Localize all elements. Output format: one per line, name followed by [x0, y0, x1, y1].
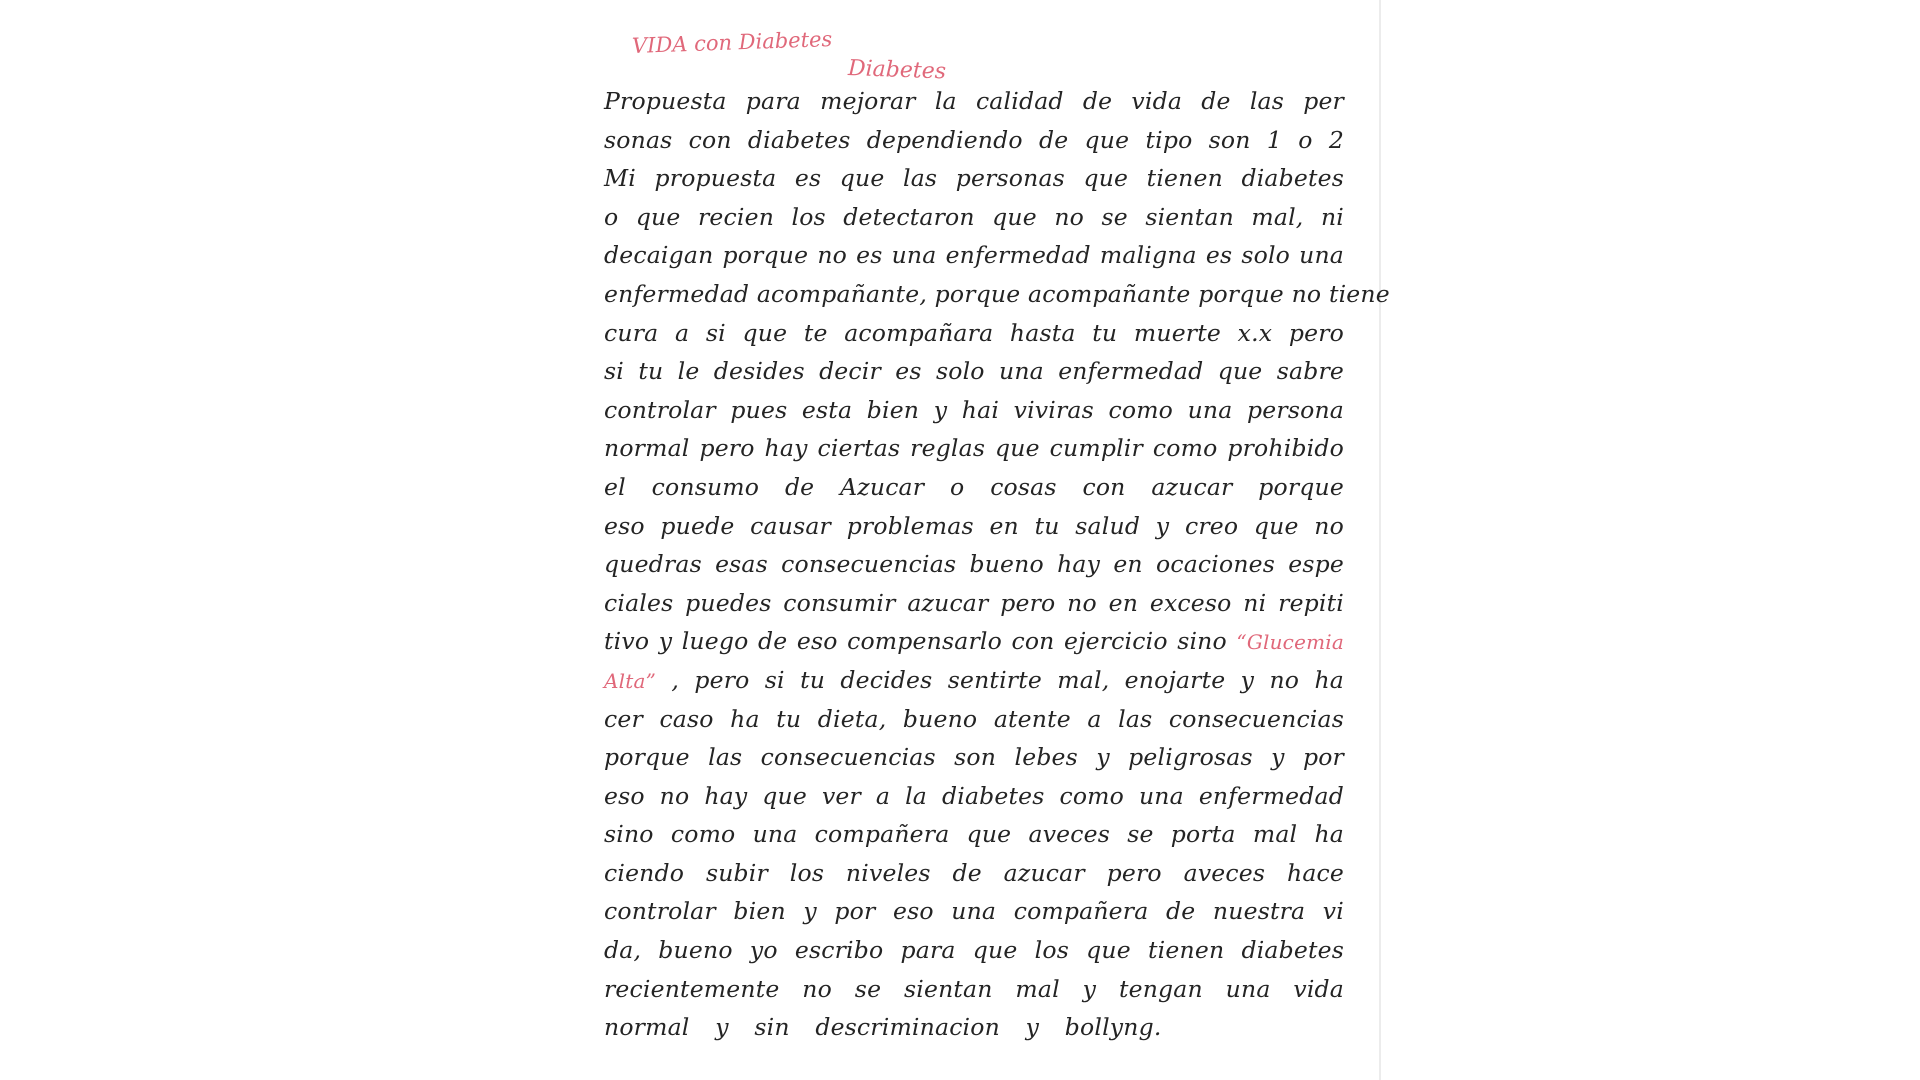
line-text: ciales puedes consumir azucar pero no en exceso ni repiti	[604, 588, 1344, 617]
text-line	[604, 198, 1344, 237]
line-text: ciendo subir los niveles de azucar pero aveces hace	[604, 858, 1344, 887]
line-text: cer caso ha tu dieta, bueno atente a las consecuencias	[604, 704, 1344, 733]
text-line	[604, 545, 1344, 584]
text-line	[604, 622, 1344, 661]
line-text: si tu le desides decir es solo una enfermedad que sabre	[604, 357, 1344, 386]
text-line	[604, 854, 1344, 893]
line-text: quedras esas consecuencias bueno hay en ocaciones espe	[604, 550, 1344, 579]
text-line	[604, 815, 1344, 854]
line-text: enfermedad acompañante, porque acompañante porque no tiene	[604, 279, 1390, 308]
text-line	[604, 892, 1344, 931]
line-text: decaigan porque no es una enfermedad maligna es solo una	[604, 241, 1344, 270]
line-text: , pero si tu decides sentirte mal, enojarte y no ha	[671, 665, 1345, 694]
text-line	[604, 931, 1344, 970]
text-line	[604, 468, 1344, 507]
line-text: sonas con diabetes dependiendo de que tipo son 1 o 2	[604, 125, 1344, 154]
line-text: sino como una compañera que aveces se porta mal ha	[604, 820, 1344, 849]
line-text: normal pero hay ciertas reglas que cumplir como prohibido	[604, 434, 1344, 463]
text-line	[604, 275, 1390, 314]
text-line	[604, 391, 1344, 430]
text-line	[604, 236, 1344, 275]
line-text: normal y sin descriminacion y bollyng.	[604, 1013, 1162, 1042]
paper-edge	[1379, 0, 1381, 1080]
red-annotation: Alta”	[604, 668, 657, 693]
handwritten-body	[604, 82, 1390, 1047]
text-line	[604, 82, 1344, 121]
header-title: VIDA con Diabetes	[631, 27, 833, 58]
line-text: o que recien los detectaron que no se sientan mal, ni	[604, 202, 1344, 231]
line-text: controlar pues esta bien y hai viviras como una persona	[604, 395, 1344, 424]
line-text: el consumo de Azucar o cosas con azucar porque	[604, 472, 1344, 501]
text-line	[604, 507, 1344, 546]
line-text: Mi propuesta es que las personas que tienen diabetes	[604, 164, 1344, 193]
text-line	[604, 429, 1344, 468]
line-text: Propuesta para mejorar la calidad de vida de las per	[604, 87, 1344, 115]
text-line	[604, 1008, 1344, 1047]
text-line	[604, 584, 1344, 623]
line-text: porque las consecuencias son lebes y peligrosas y por	[604, 743, 1344, 772]
line-text: recientemente no se sientan mal y tengan una vida	[604, 974, 1344, 1003]
text-line	[604, 738, 1344, 777]
line-text: tivo y luego de eso compensarlo con ejercicio sino	[604, 627, 1227, 656]
line-text: eso no hay que ver a la diabetes como una enfermedad	[604, 781, 1344, 810]
red-annotation: “Glucemia	[1236, 630, 1344, 655]
text-line	[604, 777, 1344, 816]
line-text: controlar bien y por eso una compañera de nuestra vi	[604, 897, 1344, 926]
text-line	[604, 159, 1344, 198]
text-line	[604, 700, 1344, 739]
line-text: da, bueno yo escribo para que los que tienen diabetes	[604, 936, 1344, 965]
line-text: cura a si que te acompañara hasta tu muerte x.x pero	[604, 318, 1344, 347]
main-title: Diabetes	[847, 56, 947, 85]
text-line	[604, 121, 1344, 160]
text-line	[604, 661, 1344, 700]
text-line	[604, 970, 1344, 1009]
text-line	[604, 352, 1344, 391]
line-text: eso puede causar problemas en tu salud y creo que no	[604, 511, 1344, 540]
text-line	[604, 314, 1344, 353]
